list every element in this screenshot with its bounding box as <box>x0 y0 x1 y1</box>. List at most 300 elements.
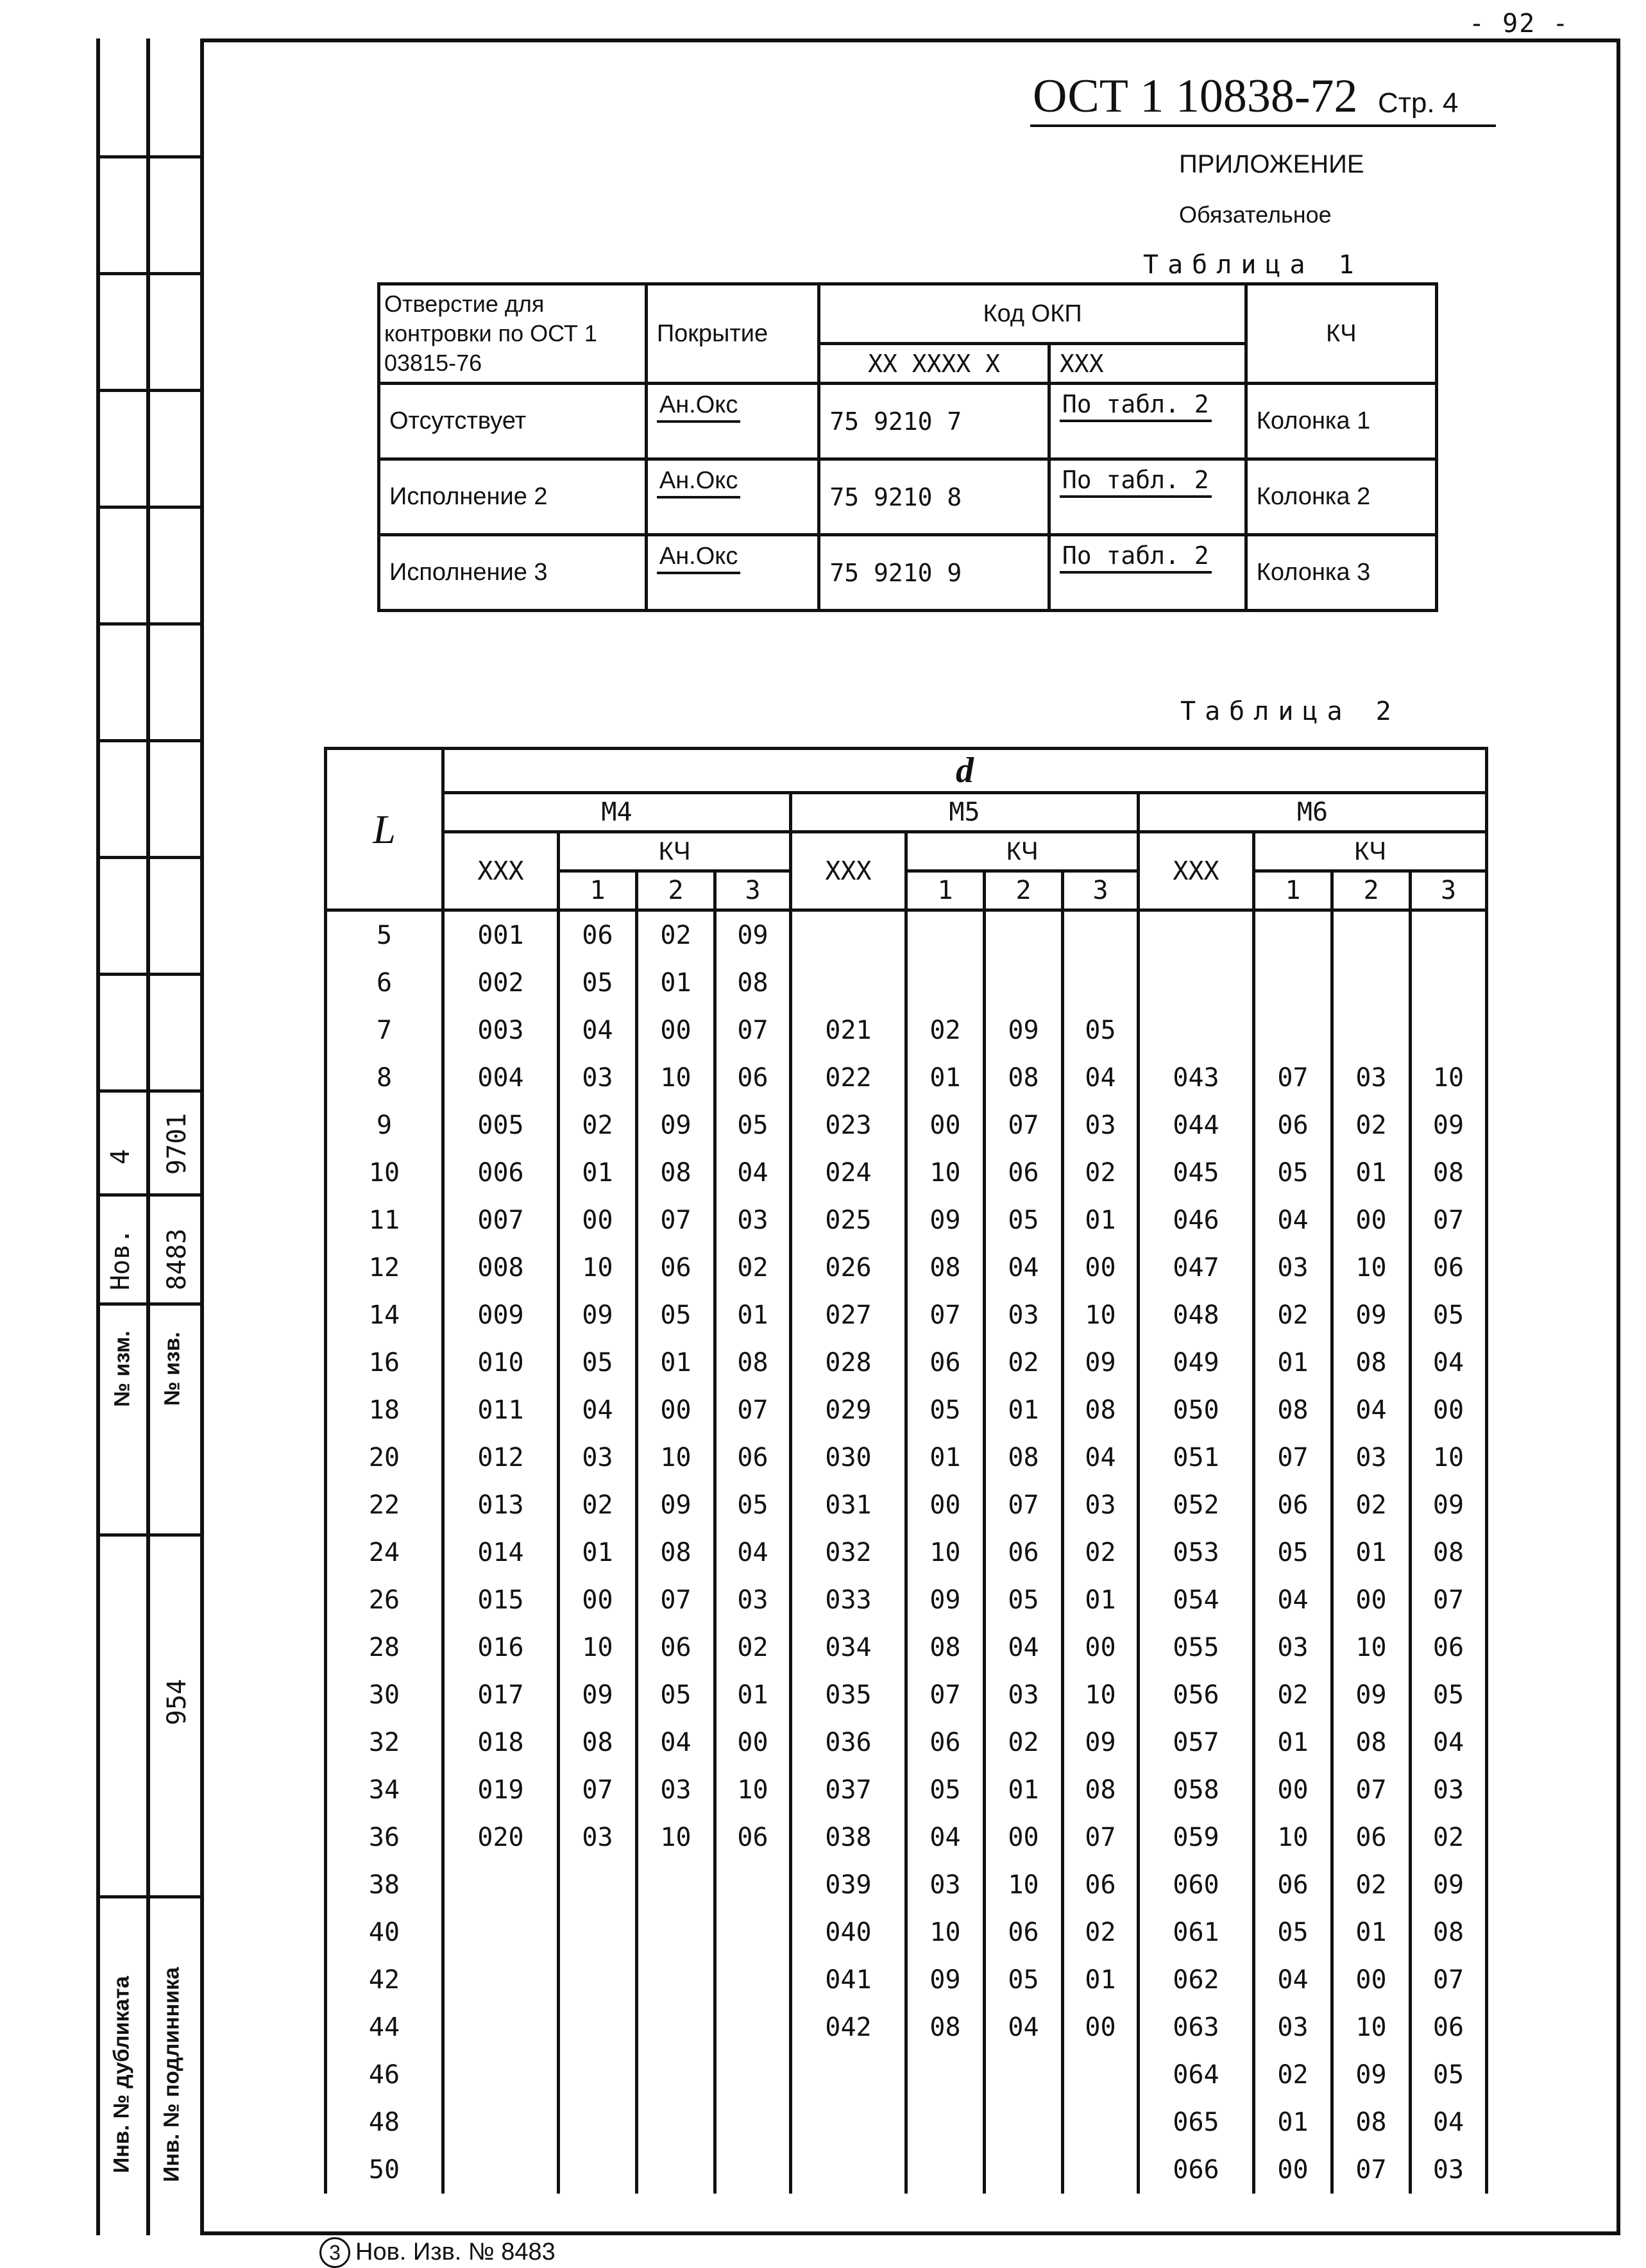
revision-stub <box>96 38 200 2235</box>
table2-cell-m6-xxx: 044 <box>1139 1102 1254 1149</box>
table2-cell-m6-kch2: 08 <box>1332 2099 1411 2146</box>
table2-cell-m6-kch2: 08 <box>1332 1339 1411 1386</box>
table2-cell-m5-kch1: 01 <box>906 1434 985 1481</box>
table2-cell-m4-kch3: 02 <box>715 1624 791 1671</box>
table2-cell-m5-kch1: 08 <box>906 1244 985 1292</box>
table-row <box>326 1671 1487 1719</box>
table2-cell-l: 32 <box>326 1719 443 1766</box>
table2-cell-m5-kch1: 08 <box>906 1624 985 1671</box>
table1-coating <box>646 384 819 459</box>
table2-cell-m4-kch1: 05 <box>559 1339 637 1386</box>
table-row <box>326 1529 1487 1576</box>
table2-cell-m6-kch1: 06 <box>1254 1861 1332 1909</box>
table-row <box>326 910 1487 960</box>
table2-cell-m5-kch1: 10 <box>906 1149 985 1197</box>
table2-kch-col: 3 <box>1411 871 1487 910</box>
table2-cell-m5-xxx <box>791 959 906 1007</box>
table2-cell-m6-kch2: 01 <box>1332 1149 1411 1197</box>
stub-value: 8483 <box>162 1228 192 1291</box>
table2-cell-m6-xxx <box>1139 1007 1254 1054</box>
table2-cell-m5-kch3: 05 <box>1063 1007 1139 1054</box>
table1-coating <box>646 535 819 611</box>
document-title: ОСТ 1 10838-72 <box>1033 70 1358 123</box>
stub-label: № изм. <box>110 1331 135 1407</box>
table-row <box>326 1434 1487 1481</box>
table2-cell-m5-kch2: 05 <box>985 1197 1063 1244</box>
table2-cell-m6-kch1 <box>1254 910 1332 960</box>
table-row <box>326 1576 1487 1624</box>
appendix-status: Обязательное <box>1179 201 1332 228</box>
table2-cell-m4-kch3 <box>715 2051 791 2099</box>
table2-cell-m4-kch2: 00 <box>637 1007 715 1054</box>
table2-header-d: d <box>443 749 1487 793</box>
table-row <box>326 1339 1487 1386</box>
table2-cell-m4-xxx: 019 <box>443 1766 559 1814</box>
table2-cell-m4-xxx: 013 <box>443 1481 559 1529</box>
table2-cell-m6-xxx: 050 <box>1139 1386 1254 1434</box>
table2-cell-m5-kch3: 07 <box>1063 1814 1139 1861</box>
table2-cell-m4-kch1: 00 <box>559 1197 637 1244</box>
table2-cell-m5-kch2: 02 <box>985 1339 1063 1386</box>
table2-cell-m6-kch3: 06 <box>1411 1624 1487 1671</box>
table2-cell-m5-kch2: 04 <box>985 1624 1063 1671</box>
table2-kch: КЧ <box>559 832 791 871</box>
table2-cell-m6-kch2: 07 <box>1332 1766 1411 1814</box>
table2-cell-m4-kch1: 02 <box>559 1102 637 1149</box>
table2-xxx: ХХХ <box>443 832 559 910</box>
table2-cell-m5-kch1: 06 <box>906 1339 985 1386</box>
table2-cell-m6-kch1: 07 <box>1254 1434 1332 1481</box>
table2-cell-m6-kch1: 03 <box>1254 1244 1332 1292</box>
table2-cell-m4-kch1: 09 <box>559 1292 637 1339</box>
table2-cell-m4-kch1 <box>559 2099 637 2146</box>
table2-cell-m5-kch3: 04 <box>1063 1054 1139 1102</box>
table2-cell-m4-kch1 <box>559 1861 637 1909</box>
table2-kch: КЧ <box>906 832 1139 871</box>
table2-cell-m4-kch2: 01 <box>637 959 715 1007</box>
table2-cell-m4-xxx: 010 <box>443 1339 559 1386</box>
table2-cell-m5-kch3: 03 <box>1063 1481 1139 1529</box>
table2-cell-m4-kch2: 07 <box>637 1197 715 1244</box>
table2-cell-m6-kch3: 10 <box>1411 1434 1487 1481</box>
table2-cell-m5-kch3: 01 <box>1063 1956 1139 2004</box>
table2-cell-m6-kch3: 05 <box>1411 1292 1487 1339</box>
table2-kch-col: 1 <box>1254 871 1332 910</box>
stub-line <box>96 1895 200 1898</box>
table2-cell-m6-kch2: 06 <box>1332 1814 1411 1861</box>
table2-cell-m6-kch1: 08 <box>1254 1386 1332 1434</box>
stub-line <box>146 38 150 2235</box>
table2-cell-m4-kch2: 10 <box>637 1054 715 1102</box>
table2-cell-m4-xxx: 017 <box>443 1671 559 1719</box>
table2-cell-m5-kch1: 10 <box>906 1529 985 1576</box>
table2-cell-m5-kch3: 00 <box>1063 2004 1139 2051</box>
revision-note-text: Нов. Изв. № 8483 <box>355 2238 556 2265</box>
table2-cell-m5-kch1: 07 <box>906 1671 985 1719</box>
table2-kch: КЧ <box>1254 832 1487 871</box>
table2-cell-m6-kch1 <box>1254 1007 1332 1054</box>
table2-cell-m6-xxx: 049 <box>1139 1339 1254 1386</box>
table2-cell-l: 44 <box>326 2004 443 2051</box>
table2-cell-m4-kch1 <box>559 1956 637 2004</box>
table2-cell-l: 7 <box>326 1007 443 1054</box>
table2-cell-m6-kch3: 10 <box>1411 1054 1487 1102</box>
table2-cell-m6-xxx: 062 <box>1139 1956 1254 2004</box>
table2-cell-m5-kch2: 01 <box>985 1766 1063 1814</box>
table2-cell-m6-kch1: 02 <box>1254 1671 1332 1719</box>
table2-cell-m5-xxx: 026 <box>791 1244 906 1292</box>
table2-cell-m4-kch2: 08 <box>637 1149 715 1197</box>
table2-cell-m6-xxx: 046 <box>1139 1197 1254 1244</box>
table2-cell-m4-xxx <box>443 2099 559 2146</box>
table2-xxx: ХХХ <box>1139 832 1254 910</box>
table2-cell-m4-kch2: 01 <box>637 1339 715 1386</box>
stub-line <box>96 1533 200 1537</box>
table2-cell-m4-kch2: 07 <box>637 1576 715 1624</box>
table2-cell-m5-kch2: 01 <box>985 1386 1063 1434</box>
table2-cell-m6-xxx: 065 <box>1139 2099 1254 2146</box>
table2-cell-m6-kch1: 05 <box>1254 1529 1332 1576</box>
table2-cell-m6-kch1: 05 <box>1254 1149 1332 1197</box>
table2-cell-m6-xxx: 045 <box>1139 1149 1254 1197</box>
table2-cell-m6-xxx: 055 <box>1139 1624 1254 1671</box>
table2-cell-m5-kch1: 09 <box>906 1197 985 1244</box>
table2-cell-m5-kch2: 03 <box>985 1292 1063 1339</box>
table2-cell-m6-kch2 <box>1332 1007 1411 1054</box>
table2-cell-m6-xxx: 064 <box>1139 2051 1254 2099</box>
table-row <box>326 2099 1487 2146</box>
table2-cell-m6-kch2: 09 <box>1332 1292 1411 1339</box>
table2-cell-m4-kch2: 06 <box>637 1624 715 1671</box>
table2-cell-m5-kch2: 00 <box>985 1814 1063 1861</box>
stub-line <box>96 506 200 509</box>
table2-cell-l: 5 <box>326 910 443 960</box>
table1-kch: Колонка 2 <box>1246 459 1436 535</box>
table2-cell-m4-kch2 <box>637 2004 715 2051</box>
table2-cell-m4-kch3 <box>715 2146 791 2194</box>
table2-cell-m5-xxx <box>791 2099 906 2146</box>
table2-cell-m6-kch3: 04 <box>1411 1339 1487 1386</box>
table2-cell-m5-kch1: 09 <box>906 1956 985 2004</box>
table2-cell-m5-kch3: 06 <box>1063 1861 1139 1909</box>
table2-cell-m6-kch2: 10 <box>1332 1624 1411 1671</box>
table1-ref-text: По табл. 2 <box>1060 466 1212 498</box>
stub-value: Нов. <box>106 1228 135 1291</box>
table2-cell-m6-kch1: 10 <box>1254 1814 1332 1861</box>
table2-cell-m5-kch2: 06 <box>985 1909 1063 1956</box>
table2-cell-m6-kch3: 09 <box>1411 1861 1487 1909</box>
table2-cell-m4-kch2 <box>637 2099 715 2146</box>
table2-cell-m4-xxx <box>443 2146 559 2194</box>
table2-cell-m4-xxx <box>443 1909 559 1956</box>
table2-kch-col: 3 <box>715 871 791 910</box>
table-row <box>326 959 1487 1007</box>
table2-cell-m4-xxx: 006 <box>443 1149 559 1197</box>
table2-cell-m4-kch2: 00 <box>637 1386 715 1434</box>
table2-cell-m5-kch1 <box>906 2146 985 2194</box>
table2-cell-m6-kch1: 01 <box>1254 1719 1332 1766</box>
table2-cell-m5-kch1 <box>906 959 985 1007</box>
table2-cell-m5-kch1: 04 <box>906 1814 985 1861</box>
table2-cell-m4-kch3: 04 <box>715 1529 791 1576</box>
table2-cell-m5-xxx <box>791 2051 906 2099</box>
table2-cell-m5-xxx: 030 <box>791 1434 906 1481</box>
table-row <box>326 1292 1487 1339</box>
table2-cell-m4-kch3: 05 <box>715 1102 791 1149</box>
table2-cell-l: 8 <box>326 1054 443 1102</box>
title-underline <box>1030 124 1496 127</box>
table2-cell-m5-kch2: 05 <box>985 1576 1063 1624</box>
table2-cell-l: 34 <box>326 1766 443 1814</box>
table1-coating-text: Ан.Окс <box>657 391 741 423</box>
table2-cell-m6-kch1: 00 <box>1254 1766 1332 1814</box>
table2-cell-m6-kch1: 03 <box>1254 2004 1332 2051</box>
table2-cell-m4-kch2 <box>637 2051 715 2099</box>
table2-cell-m6-xxx: 047 <box>1139 1244 1254 1292</box>
table1-kch: Колонка 3 <box>1246 535 1436 611</box>
table2-cell-m4-kch2: 06 <box>637 1244 715 1292</box>
table2-cell-m5-kch1: 00 <box>906 1481 985 1529</box>
table2-group-m5: М5 <box>791 793 1139 832</box>
table2-cell-m4-xxx <box>443 1861 559 1909</box>
table2-cell-l: 24 <box>326 1529 443 1576</box>
table2-cell-m6-kch1 <box>1254 959 1332 1007</box>
table2-cell-m5-kch3: 02 <box>1063 1909 1139 1956</box>
table2-cell-l: 6 <box>326 959 443 1007</box>
table-row <box>326 1861 1487 1909</box>
table2-cell-m6-kch2 <box>1332 959 1411 1007</box>
table2-cell-m4-kch2: 10 <box>637 1814 715 1861</box>
table2-cell-m5-kch2 <box>985 2099 1063 2146</box>
stub-label: Инв. № дубликата <box>109 1975 134 2174</box>
table2-cell-l: 12 <box>326 1244 443 1292</box>
table2-cell-m4-kch3: 08 <box>715 1339 791 1386</box>
table2-cell-l: 48 <box>326 2099 443 2146</box>
table1-hole: Исполнение 2 <box>379 459 647 535</box>
table2-cell-m5-kch1 <box>906 2099 985 2146</box>
table2-cell-m4-kch3 <box>715 2004 791 2051</box>
table-row <box>326 1766 1487 1814</box>
table2-cell-m4-kch3 <box>715 1956 791 2004</box>
table-row <box>326 2004 1487 2051</box>
table2-cell-m5-xxx: 034 <box>791 1624 906 1671</box>
table2-cell-m4-xxx: 008 <box>443 1244 559 1292</box>
table2-cell-m6-kch1: 04 <box>1254 1197 1332 1244</box>
table2-cell-m5-kch2: 09 <box>985 1007 1063 1054</box>
table2-cell-m6-kch3: 05 <box>1411 2051 1487 2099</box>
table2-cell-l: 26 <box>326 1576 443 1624</box>
table2-cell-m5-kch2: 08 <box>985 1434 1063 1481</box>
table2-cell-m6-kch2: 01 <box>1332 1529 1411 1576</box>
table2-cell-m6-kch1: 03 <box>1254 1624 1332 1671</box>
table1-header-okp: Код ОКП <box>819 284 1246 344</box>
table2 <box>324 747 1488 2194</box>
table2-cell-l: 14 <box>326 1292 443 1339</box>
table2-cell-m4-kch1: 01 <box>559 1529 637 1576</box>
table2-cell-m4-kch3: 02 <box>715 1244 791 1292</box>
table-row <box>326 1007 1487 1054</box>
table2-cell-m5-xxx: 037 <box>791 1766 906 1814</box>
table2-cell-m6-kch2: 02 <box>1332 1481 1411 1529</box>
table2-cell-m4-kch2 <box>637 1909 715 1956</box>
table2-cell-m5-kch1 <box>906 910 985 960</box>
table-row <box>326 1909 1487 1956</box>
table2-cell-m4-kch1: 02 <box>559 1481 637 1529</box>
table2-cell-m4-xxx: 005 <box>443 1102 559 1149</box>
table-row <box>379 459 1437 535</box>
table2-cell-m4-kch1 <box>559 1909 637 1956</box>
table2-cell-m4-kch1: 05 <box>559 959 637 1007</box>
table2-cell-m4-kch1 <box>559 2004 637 2051</box>
table2-cell-m5-xxx: 042 <box>791 2004 906 2051</box>
table2-cell-m4-kch2 <box>637 1861 715 1909</box>
table2-cell-m5-xxx: 040 <box>791 1909 906 1956</box>
table2-cell-m5-kch2: 07 <box>985 1102 1063 1149</box>
table2-cell-m4-xxx: 014 <box>443 1529 559 1576</box>
table1-hole: Исполнение 3 <box>379 535 647 611</box>
table2-cell-m6-kch3: 02 <box>1411 1814 1487 1861</box>
table2-cell-m4-kch3: 06 <box>715 1434 791 1481</box>
table2-cell-m4-kch3: 00 <box>715 1719 791 1766</box>
stub-line <box>96 272 200 275</box>
table2-cell-m4-kch1: 09 <box>559 1671 637 1719</box>
table2-cell-l: 9 <box>326 1102 443 1149</box>
table2-cell-m6-kch2: 02 <box>1332 1861 1411 1909</box>
table2-cell-m4-kch2: 02 <box>637 910 715 960</box>
table1 <box>377 282 1438 612</box>
table2-cell-m5-kch2: 06 <box>985 1149 1063 1197</box>
table2-cell-m5-xxx: 041 <box>791 1956 906 2004</box>
table2-cell-m4-kch3: 07 <box>715 1007 791 1054</box>
stub-line <box>96 389 200 392</box>
table2-cell-m5-kch1: 00 <box>906 1102 985 1149</box>
table2-cell-m5-xxx: 023 <box>791 1102 906 1149</box>
table2-cell-m4-kch1: 10 <box>559 1624 637 1671</box>
table1-coating-text: Ан.Окс <box>657 543 741 574</box>
table2-cell-m5-xxx: 035 <box>791 1671 906 1719</box>
table2-cell-m5-kch3 <box>1063 910 1139 960</box>
table2-cell-m4-xxx: 012 <box>443 1434 559 1481</box>
stub-line <box>96 1089 200 1093</box>
table2-cell-m4-kch1 <box>559 2146 637 2194</box>
table2-caption: Таблица 2 <box>1180 697 1400 726</box>
table2-xxx: ХХХ <box>791 832 906 910</box>
table2-cell-m5-xxx: 025 <box>791 1197 906 1244</box>
table2-cell-m6-kch3: 04 <box>1411 1719 1487 1766</box>
table1-coating-text: Ан.Окс <box>657 467 741 499</box>
table2-cell-m4-xxx: 001 <box>443 910 559 960</box>
table2-cell-m4-kch2: 09 <box>637 1481 715 1529</box>
table2-cell-m6-kch3: 05 <box>1411 1671 1487 1719</box>
table2-cell-m4-kch2: 10 <box>637 1434 715 1481</box>
table1-kch: Колонка 1 <box>1246 384 1436 459</box>
table-row <box>326 1956 1487 2004</box>
table2-cell-m5-kch2: 07 <box>985 1481 1063 1529</box>
table2-cell-m5-kch3: 01 <box>1063 1576 1139 1624</box>
table2-cell-m4-xxx <box>443 1956 559 2004</box>
table2-cell-m4-kch1: 01 <box>559 1149 637 1197</box>
revision-note <box>319 2237 556 2268</box>
table2-cell-m6-kch1: 02 <box>1254 1292 1332 1339</box>
table-row <box>379 535 1437 611</box>
table2-cell-m6-kch2: 00 <box>1332 1956 1411 2004</box>
table2-cell-m5-xxx <box>791 910 906 960</box>
table2-cell-m5-kch2 <box>985 959 1063 1007</box>
table2-cell-m6-kch2: 10 <box>1332 2004 1411 2051</box>
table2-cell-m4-xxx: 011 <box>443 1386 559 1434</box>
table2-cell-m5-kch3: 10 <box>1063 1292 1139 1339</box>
table2-cell-m5-kch2: 03 <box>985 1671 1063 1719</box>
table2-cell-m6-kch2: 09 <box>1332 1671 1411 1719</box>
table2-cell-m5-kch3: 02 <box>1063 1529 1139 1576</box>
table2-cell-l: 42 <box>326 1956 443 2004</box>
table2-kch-col: 2 <box>985 871 1063 910</box>
stub-line <box>96 155 200 158</box>
table2-cell-m6-xxx: 048 <box>1139 1292 1254 1339</box>
table2-cell-m6-kch1: 01 <box>1254 2099 1332 2146</box>
table2-kch-col: 1 <box>906 871 985 910</box>
table-row <box>326 1814 1487 1861</box>
table2-cell-l: 11 <box>326 1197 443 1244</box>
table2-cell-m6-kch3: 09 <box>1411 1102 1487 1149</box>
table-row <box>326 1149 1487 1197</box>
table2-cell-m5-kch3: 02 <box>1063 1149 1139 1197</box>
table2-cell-m4-kch1: 04 <box>559 1386 637 1434</box>
table2-cell-m5-kch3 <box>1063 959 1139 1007</box>
table2-cell-l: 28 <box>326 1624 443 1671</box>
table2-cell-m5-kch2: 04 <box>985 2004 1063 2051</box>
table2-cell-m4-kch3: 08 <box>715 959 791 1007</box>
table2-cell-m6-xxx: 059 <box>1139 1814 1254 1861</box>
table2-cell-m4-kch3: 01 <box>715 1292 791 1339</box>
table2-cell-m6-kch3: 08 <box>1411 1529 1487 1576</box>
table2-cell-l: 22 <box>326 1481 443 1529</box>
table2-group-m6: М6 <box>1139 793 1487 832</box>
table-row <box>326 1102 1487 1149</box>
table2-cell-m5-kch3: 00 <box>1063 1624 1139 1671</box>
table2-cell-m5-kch2: 02 <box>985 1719 1063 1766</box>
table2-kch-col: 1 <box>559 871 637 910</box>
table2-cell-m6-kch1: 02 <box>1254 2051 1332 2099</box>
table2-cell-m5-kch3: 08 <box>1063 1386 1139 1434</box>
table2-cell-m4-kch3: 03 <box>715 1576 791 1624</box>
table2-cell-m5-kch3: 09 <box>1063 1719 1139 1766</box>
table1-ref <box>1049 384 1246 459</box>
stub-value: 9701 <box>162 1113 192 1175</box>
table2-cell-m4-kch3: 06 <box>715 1054 791 1102</box>
table2-cell-m4-xxx <box>443 2051 559 2099</box>
table2-cell-m5-xxx: 027 <box>791 1292 906 1339</box>
table2-cell-m6-xxx: 066 <box>1139 2146 1254 2194</box>
table2-cell-m6-kch3: 07 <box>1411 1576 1487 1624</box>
table1-header-okp-sub1: ХХ ХХХХ Х <box>819 344 1049 384</box>
table-row <box>326 2051 1487 2099</box>
table1-hole: Отсутствует <box>379 384 647 459</box>
table2-cell-l: 50 <box>326 2146 443 2194</box>
table2-cell-m6-xxx <box>1139 959 1254 1007</box>
table-row <box>326 1197 1487 1244</box>
table2-cell-m4-xxx: 007 <box>443 1197 559 1244</box>
table2-cell-m5-kch3 <box>1063 2051 1139 2099</box>
table2-cell-m4-xxx: 020 <box>443 1814 559 1861</box>
stub-value: 4 <box>106 1148 135 1165</box>
table2-cell-m4-xxx <box>443 2004 559 2051</box>
table2-cell-m5-kch2: 05 <box>985 1956 1063 2004</box>
table-row <box>326 2146 1487 2194</box>
table2-cell-m6-kch2: 10 <box>1332 1244 1411 1292</box>
table2-cell-m4-kch2: 08 <box>637 1529 715 1576</box>
table2-cell-m6-kch1: 00 <box>1254 2146 1332 2194</box>
